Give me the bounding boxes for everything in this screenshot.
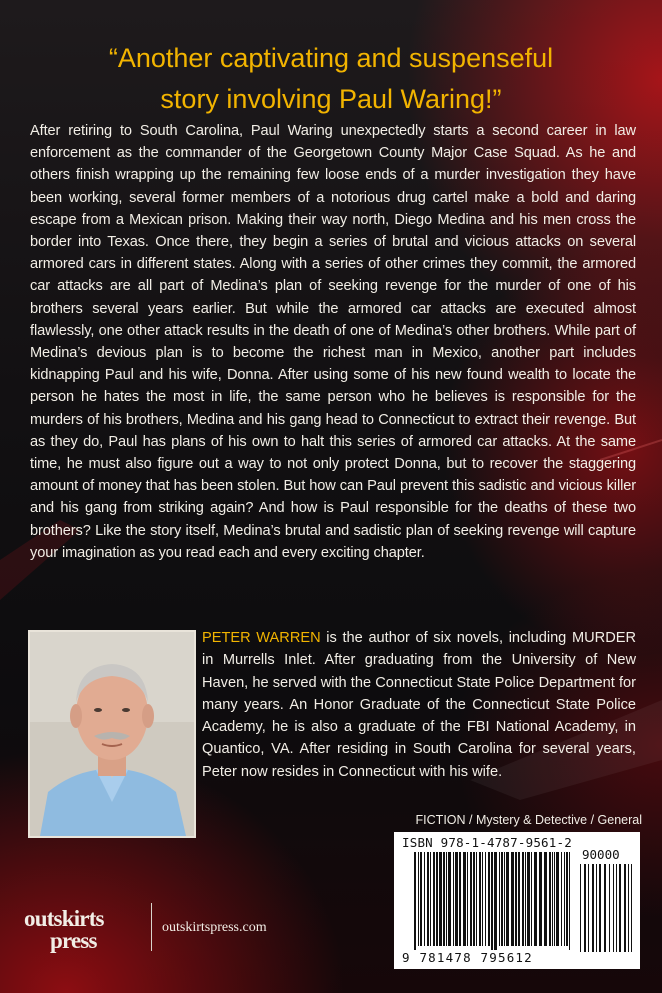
barcode-bar [467,852,468,946]
price-addon-bar [592,864,594,952]
barcode-bar [525,852,526,946]
barcode-bar [455,852,458,946]
price-addon-bar [628,864,629,952]
ean-digits: 9 781478 795612 [402,950,572,965]
price-addon-bar [580,864,581,952]
barcode-bar [504,852,505,946]
barcode-bar [436,852,438,946]
price-addon-bar [604,864,606,952]
barcode-bar [552,852,553,946]
barcode-bar [476,852,477,946]
barcode-bar [554,852,555,946]
barcode-bar [522,852,524,946]
barcode-bar [463,852,466,946]
barcode-bar [561,852,562,946]
barcode-bar [531,852,532,946]
barcode-bar [564,852,565,946]
price-addon-bar [631,864,632,952]
barcode-bar [515,852,517,946]
author-bio-text: is the author of six novels, including MURDER in Murrells Inlet. After graduating from the University of New Haven, he served with the Connecticut State Police Department for many years. An Honor Graduate of the Connecticut State Police Academy, he is also a graduate of the FBI National Academy, in Quantico, VA. After residing in South Carolina for several years, Peter now resides in Connecticut with his wife. [202,630,637,780]
price-code: 90000 [582,847,620,862]
author-photo [28,630,196,838]
bisac-category: FICTION / Mystery & Detective / General [415,813,642,827]
barcode-bar [482,852,483,946]
barcode-bar [424,852,425,946]
publisher-url: outskirtspress.com [162,920,267,935]
tagline-quote [20,38,642,120]
book-description: After retiring to South Carolina, Paul Waring unexpectedly starts a second career in law enforcement as the commander of the Georgetown County Major Case Squad. As he and others finish wrapping up the remaining few loose ends of a murder investigation they have been working, several former members of a notorious drug cartel make a bold and daring escape from a Mexican prison. Making their way north, Diego Medina and his men cross the border into Texas. Once there, they begin a series of brutal and vicious attacks on several armored cars in different states. Along with a series of other crimes they commit, the armored car attacks are all part of Medina’s plan of seeking revenge for the murder of one of his brothers several years earlier. But while the armored car attacks are executed almost flawlessly, one other attack results in the death of one of Medina’s other brothers. While part of Medina’s devious plan is to become the richest man in Mexico, another part includes kidnapping Paul and his wife, Donna. After using some of his new found wealth to locate the person he hates the most in life, the same person who he believes is responsible for the murders of his brothers, Medina and his gang head to Connecticut to extract their revenge. But as they do, Paul has plans of his own to halt this series of armored car attacks. At the same time, he must also figure out a way to not only protect Donna, but to recover the staggering amount of money that has been stolen. But how can Paul prevent this sadistic and vicious killer and his gang from striking again? And how is Paul responsible for the deaths of these two brothers? Like the story itself, Medina’s brutal and sadistic plan of seeking revenge will capture your imagination as you read each and every exciting chapter. [30,123,636,561]
barcode-bar [501,852,503,946]
barcode-bar [491,852,493,952]
barcode-bar [414,852,416,952]
barcode-bar [539,852,542,946]
price-addon-bar [624,864,626,952]
barcode-bar [506,852,509,946]
barcode-bar [566,852,568,946]
barcode-bar [499,852,500,946]
barcode-bar [494,852,497,952]
isbn-number: ISBN 978-1-4787-9561-2 [402,835,572,850]
publisher-logo [24,906,140,958]
barcode-bar [427,852,429,946]
barcode-bar [549,852,551,946]
barcode-bar [479,852,481,946]
author-name: PETER WARREN [202,630,321,646]
price-addon-bar [588,864,589,952]
barcode-bar [439,852,442,946]
price-addon-bar [609,864,610,952]
isbn-barcode [394,832,640,969]
price-addon-bar [616,864,617,952]
barcode-bar [448,852,451,946]
barcode-bar [473,852,475,946]
price-addon-bar [584,864,586,952]
logo-divider [151,903,152,951]
barcode-bar [459,852,461,946]
barcode-bar [418,852,419,946]
barcode-bar [485,852,486,946]
price-addon-bar [613,864,614,952]
barcode-bar [518,852,520,946]
author-portrait-image [30,632,194,836]
barcode-bars [394,832,640,969]
barcode-bar [488,852,490,946]
barcode-bar [569,852,570,952]
barcode-bar [420,852,422,946]
barcode-bar [453,852,454,946]
barcode-bar [544,852,547,946]
barcode-bar [556,852,559,946]
barcode-bar [534,852,537,946]
barcode-bar [443,852,445,946]
tagline-line-2: story involving Paul Waring!” [160,84,502,114]
author-bio [202,627,636,783]
barcode-bar [446,852,447,946]
barcode-bar [433,852,435,946]
price-addon-bar [619,864,621,952]
barcode-bar [511,852,514,946]
logo-text-press: press [50,928,97,953]
price-addon-bar [599,864,601,952]
price-addon-bar [596,864,597,952]
barcode-bar [430,852,431,946]
barcode-bar [470,852,472,946]
tagline-line-1: “Another captivating and suspenseful [108,43,554,73]
barcode-bar [527,852,530,946]
logo-text-outskirts: outskirts [24,906,104,931]
